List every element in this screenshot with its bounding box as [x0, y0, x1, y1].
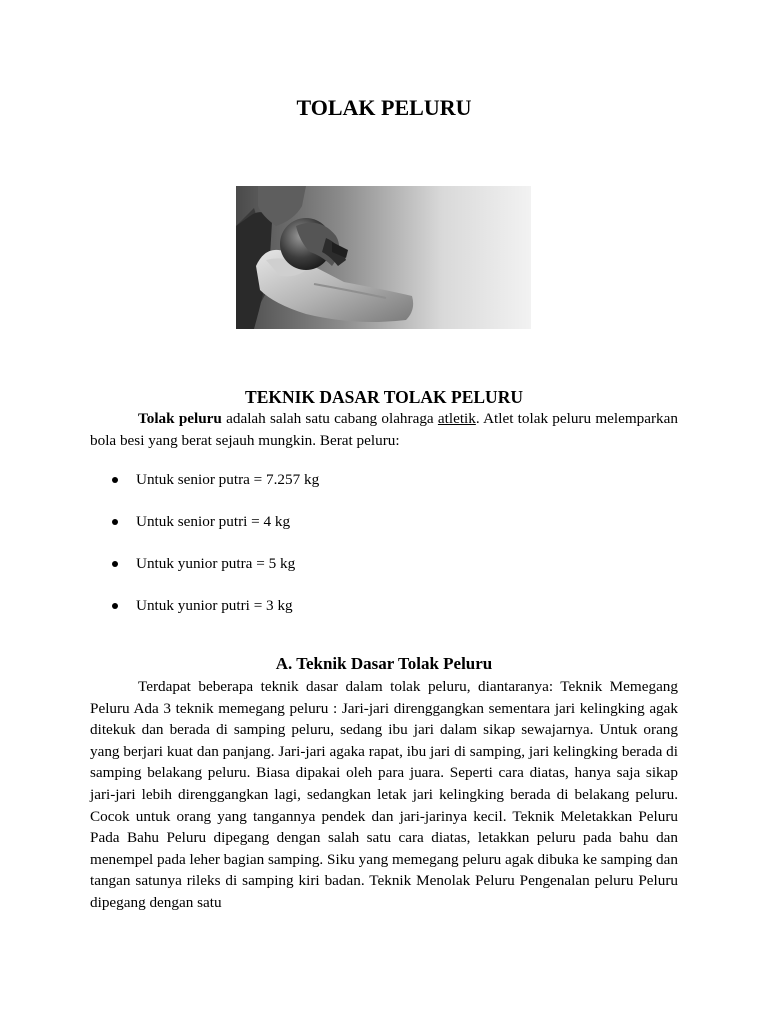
intro-paragraph — [90, 408, 678, 451]
subsection-heading: A. Teknik Dasar Tolak Peluru — [275, 654, 493, 673]
atletik-link[interactable]: atletik — [437, 410, 476, 427]
list-item: Untuk yunior putri = 3 kg — [110, 595, 319, 637]
bold-term: Tolak peluru — [138, 410, 222, 427]
shot-put-athlete-photo — [236, 186, 531, 329]
section-title: TEKNIK DASAR TOLAK PELURU — [245, 387, 523, 407]
list-item: Untuk yunior putra = 5 kg — [110, 553, 319, 595]
intro-text-after-link: . Atlet tolak peluru melemparkan bola besi yang berat sejauh mungkin. Berat peluru: — [90, 410, 678, 449]
list-item: Untuk senior putra = 7.257 kg — [110, 469, 319, 511]
body-paragraph — [90, 676, 678, 914]
weight-list — [110, 469, 319, 637]
body-text: Terdapat beberapa teknik dasar dalam tolak peluru, diantaranya: Teknik Memegang Peluru Ada 3 teknik memegang peluru : Jari-jari direnggangkan sementara jari kelingking agak ditekuk dan berada di samping peluru, sedang ibu jari dalam sikap sewajarnya. Untuk orang yang berjari kuat dan panjang. Jari-jari agaka rapat, ibu jari di samping, jari kelingking berada di samping belakang peluru. Biasa dipakai oleh para juara. Seperti cara diatas, hanya saja sikap jari-jari lebih direnggangkan lagi, sedangkan letak jari kelingking berada di belakang peluru. Cocok untuk orang yang tangannya pendek dan jari-jarinya kecil. Teknik Meletakkan Peluru Pada Bahu Peluru dipegang dengan salah satu cara diatas, letakkan peluru pada bahu dan menempel pada leher bagian samping. Siku yang memegang peluru agak dibuka ke samping dan tangan satunya rileks di samping kiri badan. Teknik Menolak Peluru Pengenalan peluru Peluru dipegang dengan satu — [90, 678, 678, 911]
list-item: Untuk senior putri = 4 kg — [110, 511, 319, 553]
intro-text-before-link: adalah salah satu cabang olahraga — [221, 410, 438, 427]
document-title: TOLAK PELURU — [296, 95, 472, 120]
